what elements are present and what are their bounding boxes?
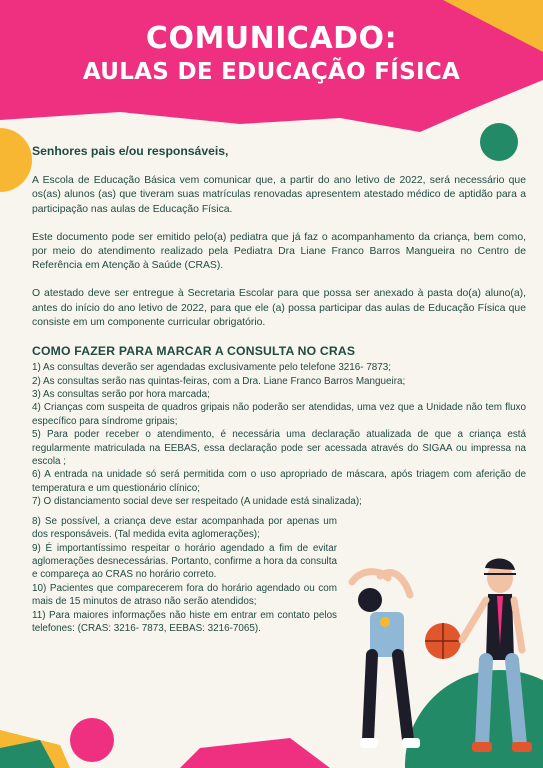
letter-content (32, 144, 526, 635)
list-item: 2) As consultas serão nas quintas-feiras, com a Dra. Liane Franco Barros Mangueira; (32, 375, 406, 387)
page-subtitle: AULAS DE EDUCAÇÃO FÍSICA (82, 59, 461, 85)
list-item: 10) Pacientes que comparecerem fora do horário agendado ou com mais de 15 minutos de atraso não serão atendidos; (32, 582, 337, 608)
paragraph-1: A Escola de Educação Básica vem comunicar que, a partir do ano letivo de 2022, será necessário que os(as) alunos (as) que tiveram suas matrículas renovadas apresentem atestado médico de aptidão para a participação nas aulas de Educação Física. (32, 175, 526, 215)
list-item: 8) Se possível, a criança deve estar acompanhada por apenas um dos responsáveis. (Tal medida evita aglomerações); (32, 515, 337, 541)
bottom-pink-circle (70, 718, 114, 762)
instructions-list (32, 361, 526, 508)
left-yellow-circle (0, 128, 32, 192)
list-item: 4) Crianças com suspeita de quadros gripais não poderão ser atendidas, uma vez que a Unidade não tem fluxo específico para síndrome gripais; (32, 402, 526, 427)
paragraph-2: Este documento pode ser emitido pelo(a) pediatra que já faz o acompanhamento da criança, bem como, por meio do atendimento realizado pela Pediatra Dra Liane Franco Barros Mangueira no Centro de Referência em Atenção à Saúde (CRAS). (32, 231, 526, 272)
list-item: 7) O distanciamento social deve ser respeitado (A unidade está sinalizada); (32, 496, 362, 508)
list-item: 5) Para poder receber o atendimento, é necessária uma declaração atualizada de que a criança está regularmente matriculada na EEBAS, essa declaração pode ser acessada através do SIGAA ou impressa na escola ; (32, 429, 526, 468)
instructions-list-narrow (32, 515, 337, 636)
header (0, 22, 543, 86)
howto-heading: COMO FAZER PARA MARCAR A CONSULTA NO CRAS (32, 344, 356, 359)
list-item: 3) As consultas serão por hora marcada; (32, 389, 210, 401)
salutation: Senhores pais e/ou responsáveis, (32, 144, 229, 158)
list-item: 1) As consultas deverão ser agendadas exclusivamente pelo telefone 3216- 7873; (32, 362, 392, 374)
list-item: 6) A entrada na unidade só será permitida com o uso apropriado de máscara, após triagem com aferição de temperatura e um questionário clínico; (32, 469, 526, 494)
paragraph-3: O atestado deve ser entregue à Secretaria Escolar para que possa ser anexado à pasta do(a) aluno(a), antes do início do ano letivo de 2022, para que ele (a) possa participar das aulas de Educação Física que consiste em um componente curricular obrigatório. (32, 288, 526, 328)
bottom-pink-band (180, 738, 330, 768)
list-item: 9) É importantíssimo respeitar o horário agendado a fim de evitar aglomerações desnecessárias. Portanto, confirme a hora da consulta e compareça ao CRAS no horário correto. (32, 542, 337, 581)
page-title: COMUNICADO: (145, 21, 398, 56)
list-item: 11) Para maiores informações não histe em entrar em contato pelos telefones: (CRAS: 3216- 7873, EEBAS: 3216-7065). (32, 609, 337, 634)
